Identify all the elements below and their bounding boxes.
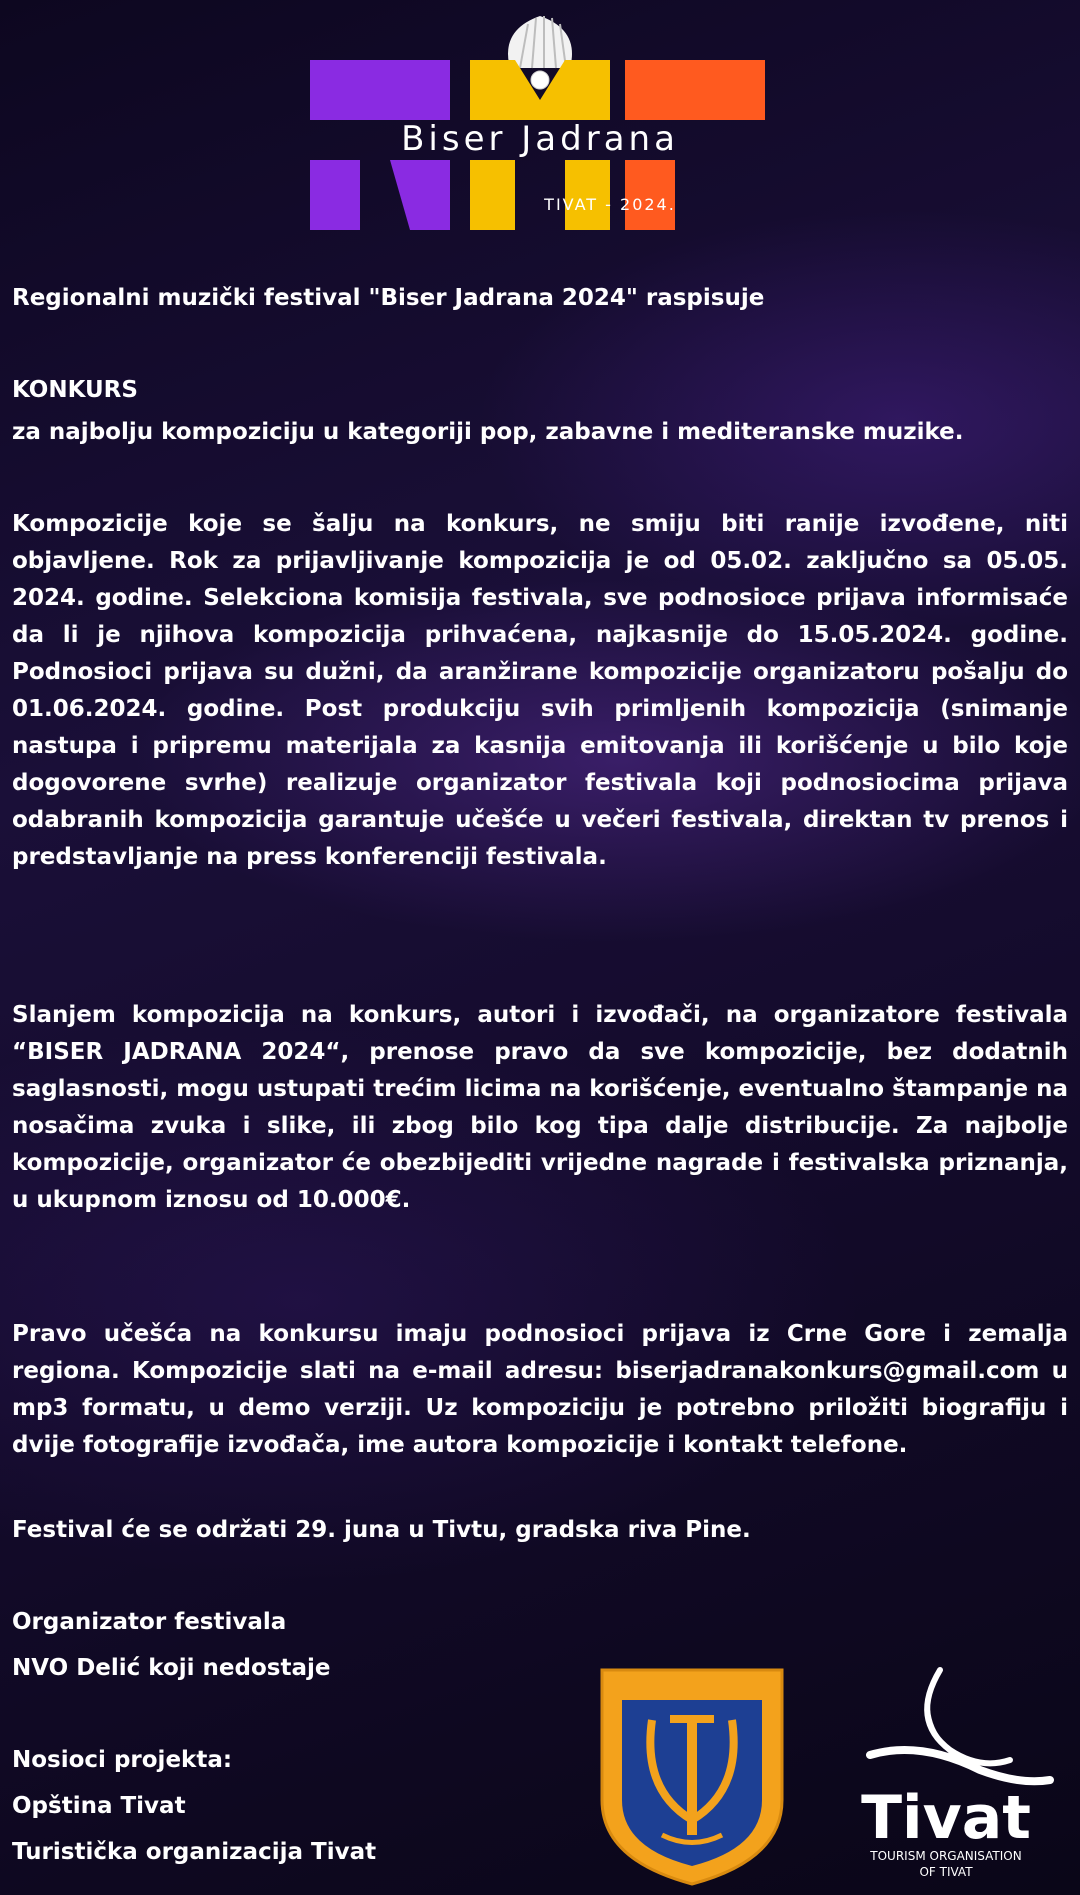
municipality-crest [592, 1660, 792, 1888]
logo-subtitle: TIVAT - 2024. [544, 195, 676, 214]
organizer-label: Organizator festivala [12, 1609, 287, 1635]
logo-name: Biser Jadrana [401, 119, 679, 159]
tivat-wordmark: Tivat [861, 1783, 1031, 1853]
paragraph-rights: Slanjem kompozicija na konkurs, autori i izvođači, na organizatore festivala “BISER JADRANA 2024“, prenose pravo da sve kompozicije, bez dodatnih saglasnosti, mogu ustupati trećim licima na korišćenje, eventualno štampanje na nosačima zvuka i slike, ili zbog bilo kog tipa dalje distribucije. Za najbolje kompozicije, organizator će obezbijediti vrijedne nagrade i festivalska priznanja, u ukupnom iznosu od 10.000€. [12, 1002, 1068, 1213]
carriers-label: Nosioci projekta: [12, 1747, 233, 1773]
tivat-tourism-logo [830, 1660, 1062, 1885]
paragraph-rules: Kompozicije koje se šalju na konkurs, ne smiju biti ranije izvođene, niti objavljene. Rok za prijavljivanje kompozicija je od 05.02. zaključno sa 05.05. 2024. godine. Selekciona komisija festivala, sve podnosioce prijava informisaće da li je njihova kompozicija prihvaćena, najkasnije do 15.05.2024. godine. Podnosioci prijava su dužni, da aranžirane kompozicije organizatoru pošalju do 01.06.2024. godine. Post produkciju svih primljenih kompozicija (snimanje nastupa i pripremu materijala za kasnija emitovanja ili korišćenje u bilo koje dogovorene svrhe) realizuje organizator festivala koji podnosiocima prijava odabranih kompozicija garantuje učešće u večeri festivala, direktan tv prenos i predstavljanje na press konferenciji festivala. [12, 511, 1068, 870]
festival-logo [300, 10, 780, 242]
wave-icon [870, 1670, 1050, 1781]
tivat-tagline-1: TOURISM ORGANISATION [870, 1849, 1022, 1863]
intro-line: Regionalni muzički festival "Biser Jadrana 2024" raspisuje [12, 285, 765, 311]
carrier-item: Opština Tivat [12, 1793, 186, 1819]
konkurs-heading: KONKURS [12, 377, 138, 403]
paragraph-participation: Pravo učešća na konkursu imaju podnosioci prijava iz Crne Gore i zemalja regiona. Kompozicije slati na e-mail adresu: biserjadranakonkurs@gmail.com u mp3 formatu, u demo verziji. Uz kompoziciju je potrebno priložiti biografiju i dvije fotografije izvođača, ime autora kompozicije i kontakt telefone. [12, 1321, 1068, 1458]
festival-info: Festival će se održati 29. juna u Tivtu, gradska riva Pine. [12, 1517, 751, 1543]
carrier-item: Turistička organizacija Tivat [12, 1839, 377, 1865]
organizer-name: NVO Delić koji nedostaje [12, 1655, 331, 1681]
konkurs-subheading: za najbolju kompoziciju u kategoriji pop, zabavne i mediteranske muzike. [12, 419, 964, 445]
tivat-tagline-2: OF TIVAT [919, 1865, 973, 1879]
